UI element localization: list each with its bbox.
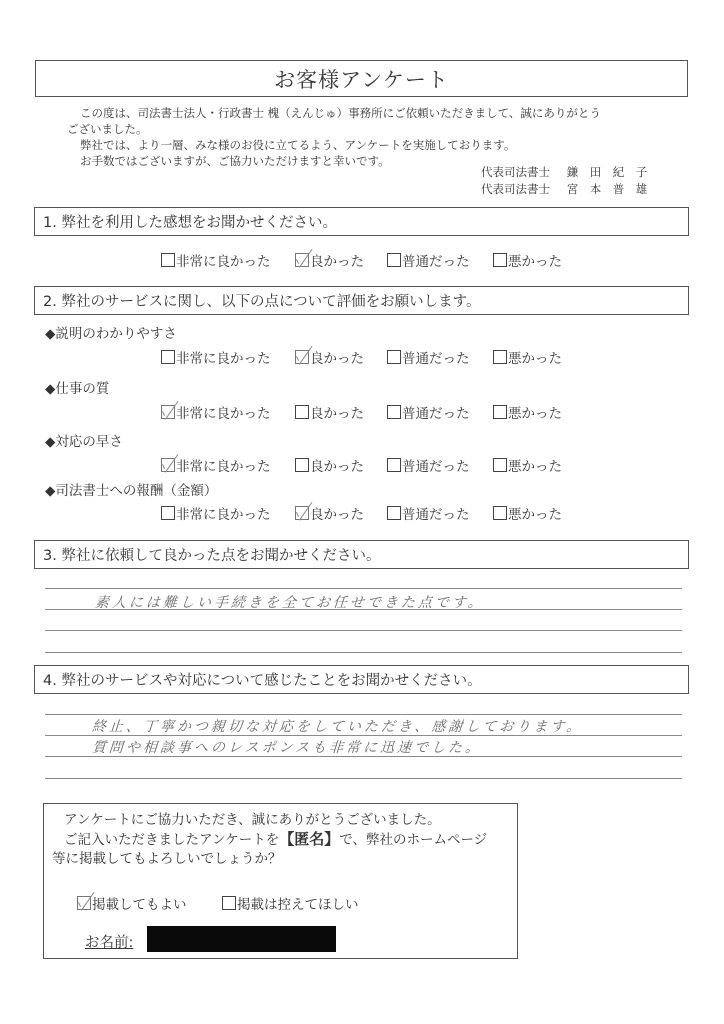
- q4-answer-line-2[interactable]: 質問や相談事へのレスポンスも非常に迅速でした。: [91, 740, 483, 756]
- checkbox[interactable]: [493, 458, 507, 472]
- answer-line: [45, 714, 682, 715]
- option-label: 普通だった: [402, 507, 470, 523]
- survey-title: お客様アンケート: [274, 67, 449, 92]
- checkbox[interactable]: [493, 350, 507, 364]
- checkbox[interactable]: [493, 405, 507, 419]
- checkbox[interactable]: [161, 350, 175, 364]
- option-very-good[interactable]: [161, 402, 271, 422]
- consent-line-2-pre: ご記入いただきましたアンケートを: [64, 832, 280, 848]
- option-label: 普通だった: [402, 459, 470, 475]
- option-label: 非常に良かった: [176, 406, 271, 422]
- name-char: 紀: [612, 165, 625, 179]
- intro-line-4: お手数ではございますが、ご協力いただけますと幸いです。: [80, 154, 390, 168]
- consent-line-1: アンケートにご協力いただき、誠にありがとうございました。: [64, 812, 441, 828]
- option-average[interactable]: [387, 347, 470, 367]
- option-label: 悪かった: [508, 351, 562, 367]
- name-char: 鎌: [566, 165, 579, 179]
- signatory-name: [561, 181, 653, 198]
- checkbox[interactable]: [295, 458, 309, 472]
- q2-item-speed-label: ◆対応の早さ: [45, 434, 123, 450]
- checkbox-checked[interactable]: [161, 458, 175, 472]
- consent-options: [0, 893, 724, 911]
- option-very-good[interactable]: [161, 455, 271, 475]
- checkbox-checked[interactable]: [77, 896, 91, 910]
- q1-option-bad[interactable]: [493, 250, 562, 270]
- q1-option-good[interactable]: [295, 250, 364, 270]
- name-char: 雄: [635, 182, 648, 196]
- option-label: 悪かった: [508, 406, 562, 422]
- consent-option-decline[interactable]: [222, 893, 359, 913]
- answer-line: [45, 778, 682, 779]
- q2-item-quality-label: ◆仕事の質: [45, 381, 110, 397]
- q3-heading-box: [34, 540, 689, 569]
- checkbox[interactable]: [295, 405, 309, 419]
- signatory-name: [561, 164, 653, 181]
- q3-answer-line-1[interactable]: 素人には難しい手続きを全てお任せできた点です。: [94, 595, 486, 611]
- q1-heading: 1. 弊社を利用した感想をお聞かせください。: [43, 215, 337, 231]
- option-label: 良かった: [310, 507, 364, 523]
- intro-line-1: この度は、司法書士法人・行政書士 槐（えんじゅ）事務所にご依頼いただきまして、誠にありがとう: [80, 106, 601, 120]
- option-bad[interactable]: [493, 347, 562, 367]
- option-good[interactable]: [295, 347, 364, 367]
- option-label: 悪かった: [508, 507, 562, 523]
- answer-line: [45, 652, 682, 653]
- option-label: 悪かった: [508, 254, 562, 270]
- q2-item-clarity-label: ◆説明のわかりやすさ: [45, 326, 177, 342]
- q4-heading-box: [34, 665, 689, 694]
- checkbox[interactable]: [387, 405, 401, 419]
- answer-line: [45, 630, 682, 631]
- checkbox[interactable]: [161, 253, 175, 267]
- checkbox[interactable]: [161, 506, 175, 520]
- checkbox[interactable]: [493, 506, 507, 520]
- option-label: 非常に良かった: [176, 459, 271, 475]
- option-average[interactable]: [387, 402, 470, 422]
- intro-line-3: 弊社では、より一層、みな様のお役に立てるよう、アンケートを実施しております。: [80, 138, 516, 152]
- intro-paragraph: [67, 105, 687, 169]
- name-char: 宮: [566, 182, 579, 196]
- option-label: 非常に良かった: [176, 351, 271, 367]
- checkbox[interactable]: [387, 506, 401, 520]
- answer-line: [45, 588, 682, 589]
- name-char: 田: [589, 165, 602, 179]
- option-label: 良かった: [310, 459, 364, 475]
- option-good[interactable]: [295, 455, 364, 475]
- q2-item-clarity-options: [0, 347, 724, 365]
- checkbox-checked[interactable]: [295, 506, 309, 520]
- option-label: 良かった: [310, 254, 364, 270]
- option-good[interactable]: [295, 402, 364, 422]
- option-label: 良かった: [310, 351, 364, 367]
- option-label: 普通だった: [402, 254, 470, 270]
- checkbox-checked[interactable]: [161, 405, 175, 419]
- consent-line-2: [52, 830, 514, 850]
- consent-option-allow[interactable]: [77, 893, 187, 913]
- q2-item-fee-label: ◆司法書士への報酬（金額）: [45, 483, 218, 499]
- option-label: 普通だった: [402, 406, 470, 422]
- q1-option-average[interactable]: [387, 250, 470, 270]
- q4-heading: 4. 弊社のサービスや対応について感じたことをお聞かせください。: [43, 673, 482, 689]
- name-field-label: お名前:: [85, 935, 134, 951]
- q1-option-very-good[interactable]: [161, 250, 271, 270]
- signatory-2: [481, 181, 653, 198]
- checkbox[interactable]: [387, 350, 401, 364]
- option-label: 良かった: [310, 406, 364, 422]
- survey-title-box: [35, 60, 688, 97]
- q4-answer-line-1[interactable]: 終止、丁寧かつ親切な対応をしていただき、感謝しております。: [91, 719, 584, 735]
- option-label: 悪かった: [508, 459, 562, 475]
- option-bad[interactable]: [493, 402, 562, 422]
- checkbox[interactable]: [387, 253, 401, 267]
- q2-item-quality-options: [0, 402, 724, 420]
- signatory-1: [481, 164, 653, 181]
- option-average[interactable]: [387, 503, 470, 523]
- q3-heading: 3. 弊社に依頼して良かった点をお聞かせください。: [43, 548, 381, 564]
- consent-line-2-post: で、弊社のホームページ: [339, 832, 488, 848]
- q1-options: [0, 250, 724, 268]
- option-label: 掲載してもよい: [92, 897, 187, 913]
- option-bad[interactable]: [493, 455, 562, 475]
- consent-line-3: 等に掲載してもよろしいでしょうか？: [52, 851, 282, 867]
- name-char: 普: [612, 182, 625, 196]
- option-label: 掲載は控えてほしい: [237, 897, 359, 913]
- checkbox-checked[interactable]: [295, 350, 309, 364]
- signatory-role: 代表司法書士: [481, 182, 550, 196]
- option-very-good[interactable]: [161, 347, 271, 367]
- q2-heading-box: [34, 286, 689, 315]
- option-bad[interactable]: [493, 503, 562, 523]
- name-field-redacted[interactable]: [147, 926, 336, 952]
- option-label: 普通だった: [402, 351, 470, 367]
- consent-text: [44, 811, 514, 869]
- option-average[interactable]: [387, 455, 470, 475]
- checkbox[interactable]: [493, 253, 507, 267]
- intro-line-2: ございました。: [67, 122, 148, 136]
- option-label: 非常に良かった: [176, 254, 271, 270]
- name-char: 本: [589, 182, 602, 196]
- option-label: 非常に良かった: [176, 507, 271, 523]
- q1-heading-box: [34, 207, 689, 236]
- q2-item-speed-options: [0, 455, 724, 473]
- signatory-role: 代表司法書士: [481, 165, 550, 179]
- q2-item-fee-options: [0, 503, 724, 521]
- signatories: [481, 164, 653, 198]
- checkbox[interactable]: [387, 458, 401, 472]
- checkbox[interactable]: [222, 896, 236, 910]
- option-very-good[interactable]: [161, 503, 271, 523]
- q2-heading: 2. 弊社のサービスに関し、以下の点について評価をお願いします。: [43, 294, 481, 310]
- anonymous-highlight: 【匿名】: [279, 830, 340, 848]
- name-char: 子: [635, 165, 648, 179]
- option-good[interactable]: [295, 503, 364, 523]
- checkbox-checked[interactable]: [295, 253, 309, 267]
